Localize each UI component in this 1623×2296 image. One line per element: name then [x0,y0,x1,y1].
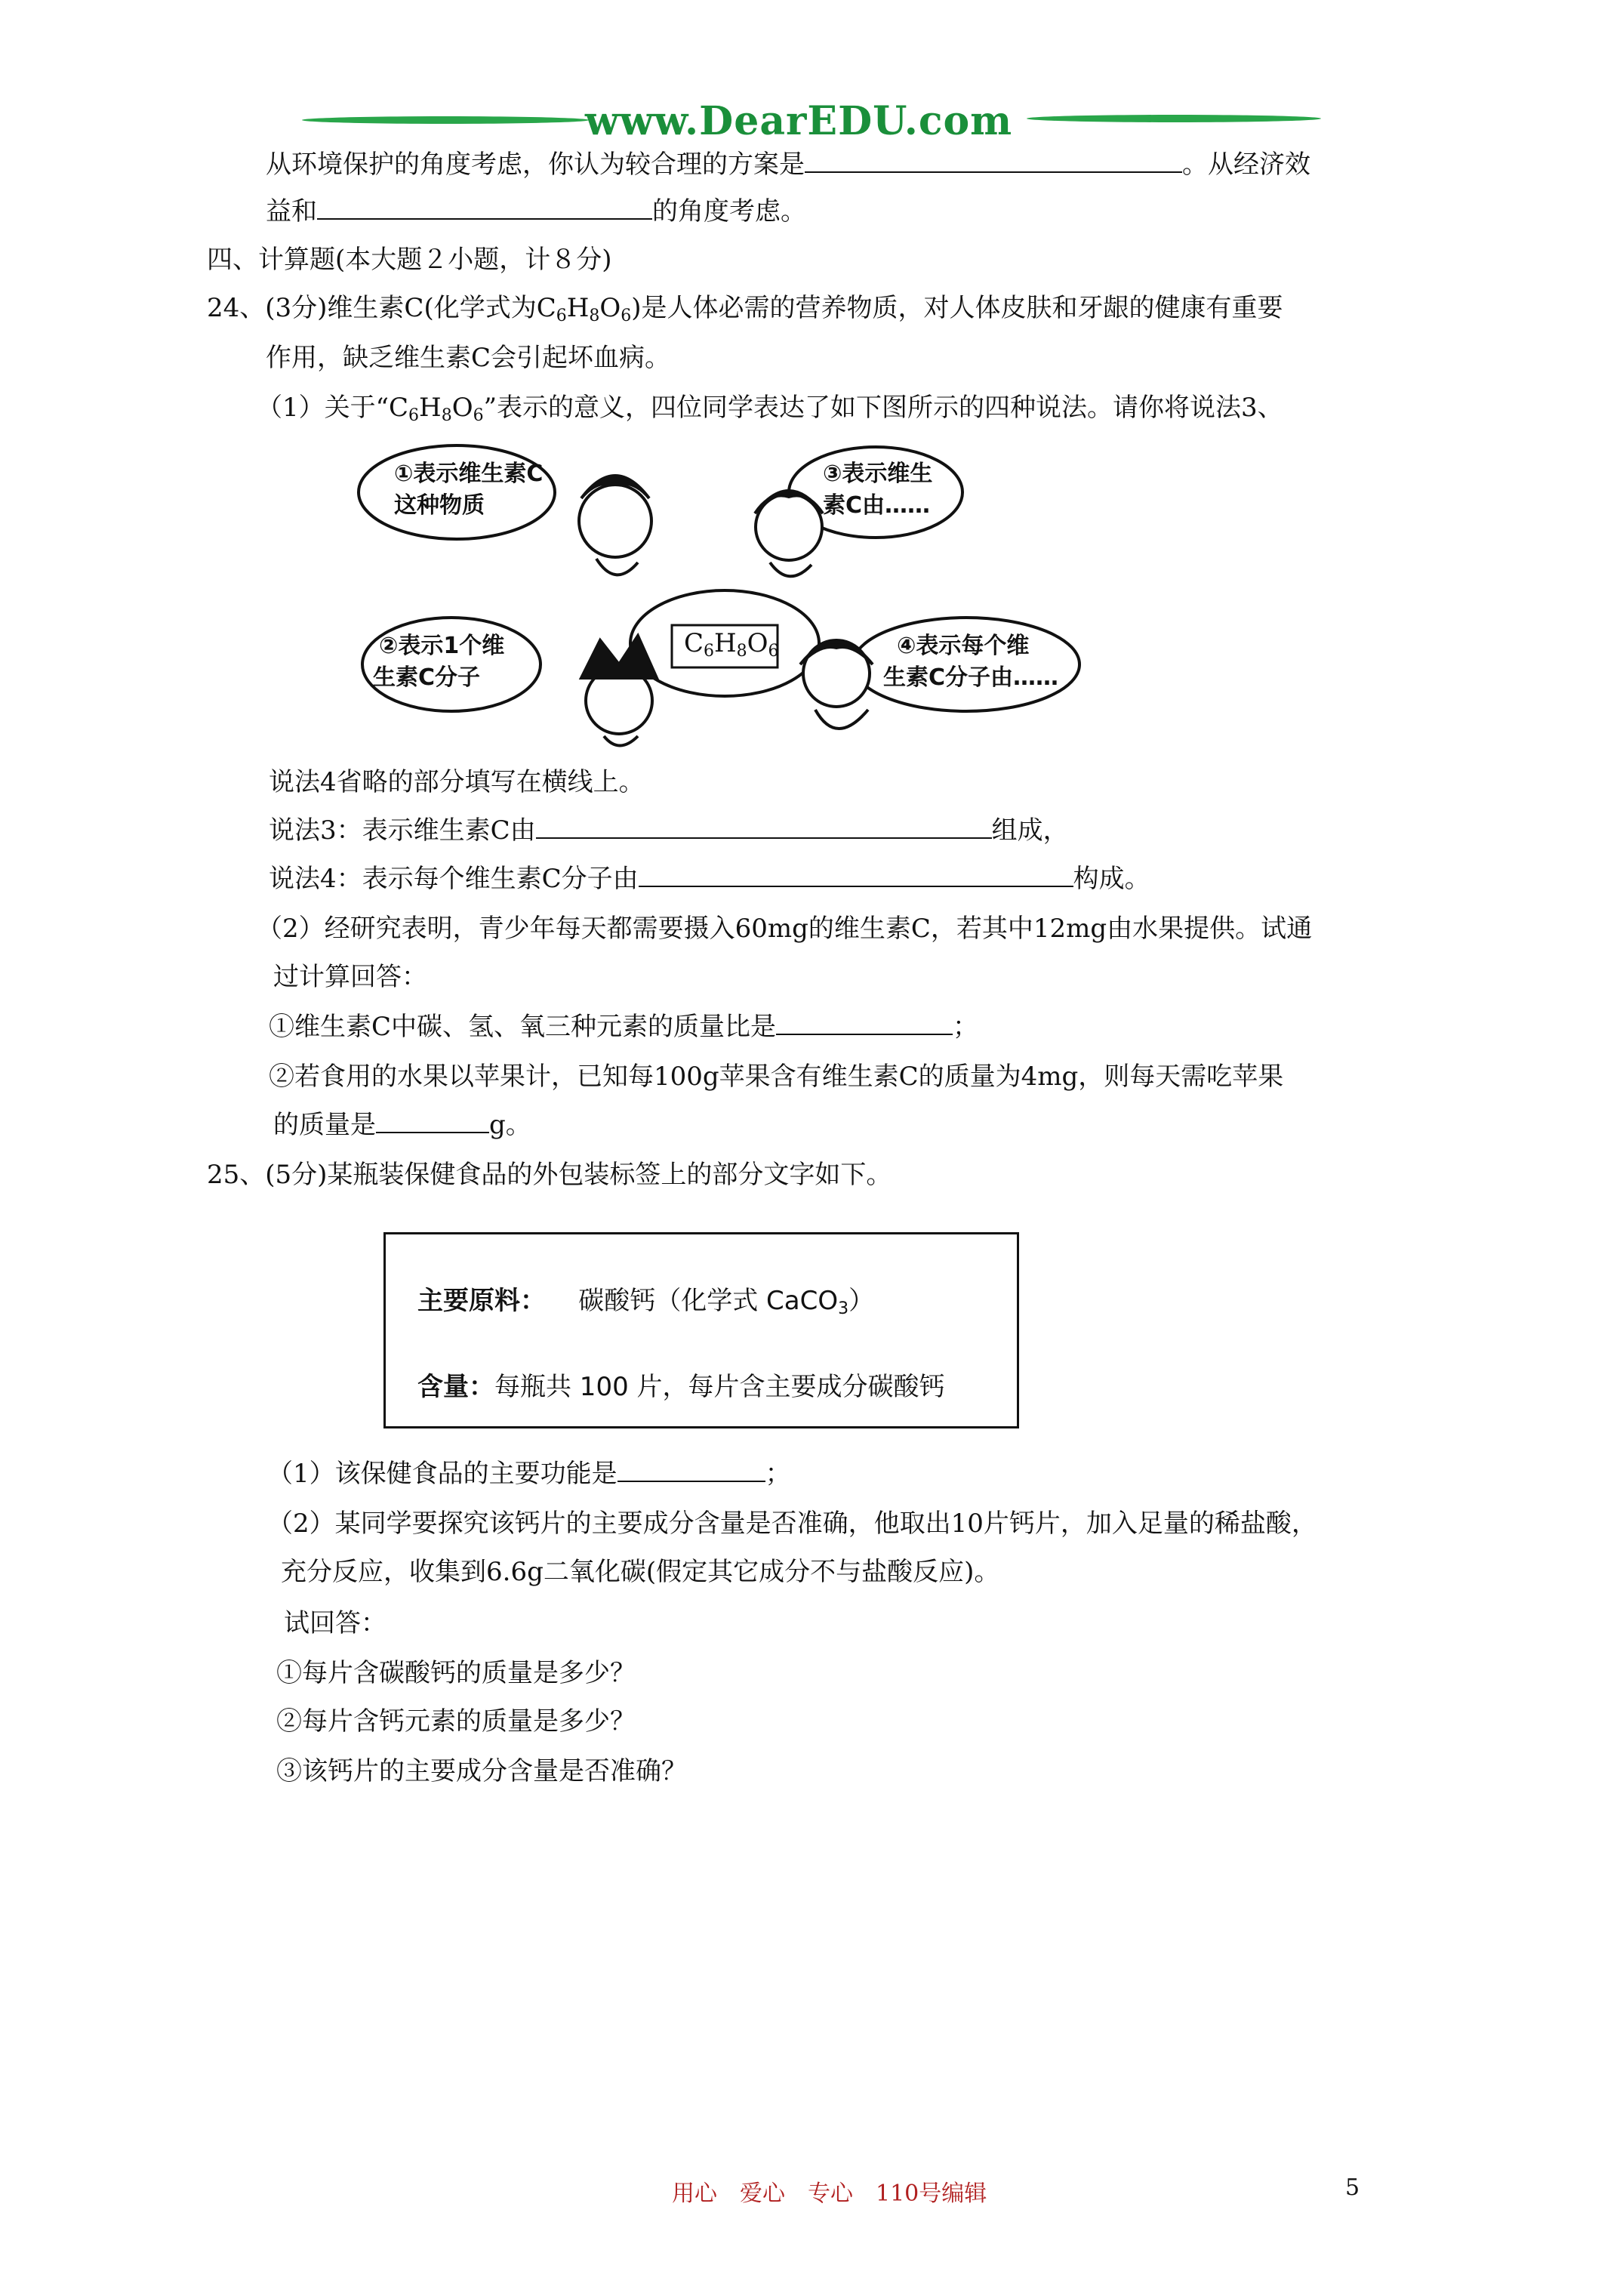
site-logo [302,97,1321,142]
answer-blank [317,196,652,220]
text-line: 说法4省略的部分填写在横线上。 [269,767,645,797]
page-number: 5 [1345,2174,1360,2201]
sub-question: ③该钙片的主要成分含量是否准确？ [276,1756,687,1786]
statement-3: 说法3：表示维生素C由 组成， [269,815,1069,846]
question-24-2: （2）经研究表明，青少年每天都需要摄入60mg的维生素C，若其中12mg由水果提供。试通 [257,914,1313,944]
footer-text: 用心 爱心 专心 110号编辑 [672,2180,987,2207]
answer-blank [639,863,1073,887]
text-line: 试回答： [284,1608,387,1638]
bubble-3-line2: 素C由…… [823,492,931,519]
question-25-2: （2）某同学要探究该钙片的主要成分含量是否准确，他取出10片钙片，加入足量的稀盐酸， [267,1509,1317,1539]
question-24-1: （1）关于“$C_6H_8O_6$”表示的意义，四位同学表达了如下图所示的四种说法。请你将说法3、 [257,393,1283,425]
product-label-box [383,1232,1019,1428]
text-line: 作用，缺乏维生素C会引起坏血病。 [266,343,671,373]
label-row-content: 含量：每瓶共 100 片，每片含主要成分碳酸钙 [417,1372,945,1402]
bubble-1-line2: 这种物质 [394,492,485,519]
text-line: 的质量是 g。 [273,1110,531,1140]
logo-text: www.DearEDU.com [585,98,1013,144]
question-24-2-a: ①维生素C中碳、氢、氧三种元素的质量比是 ； [269,1012,979,1042]
label-row-ingredient: 主要原料： 碳酸钙（化学式 CaCO$_3$） [417,1286,875,1318]
bubble-3-line1: ③表示维生 [823,461,933,487]
text-line: 从环境保护的角度考虑，你认为较合理的方案是 。从经济效 [266,149,1310,180]
sub-question: ①每片含碳酸钙的质量是多少？ [276,1658,636,1688]
question-24-2-b: ②若食用的水果以苹果计，已知每100g苹果含有维生素C的质量为4mg，则每天需吃苹果 [269,1062,1284,1092]
answer-blank [617,1458,765,1482]
question-25: 25、(5分)某瓶装保健食品的外包装标签上的部分文字如下。 [207,1160,892,1190]
text-line: 过计算回答： [273,962,427,992]
bubble-1-line1: ①表示维生素C [394,461,544,487]
bubble-4-line2: 生素C分子由…… [883,664,1059,691]
sub-question: ②每片含钙元素的质量是多少？ [276,1706,636,1737]
question-24: 24、(3分)维生素C(化学式为$C_6H_8O_6$)是人体必需的营养物质，对人体皮肤和牙龈的健康有重要 [207,293,1283,325]
logo-swoosh-right [1027,115,1321,122]
text-line: 益和 的角度考虑。 [266,196,806,227]
bubble-2-line2: 生素C分子 [373,664,481,691]
answer-blank [776,1011,953,1035]
answer-blank [536,815,992,839]
bubble-4-line1: ④表示每个维 [897,633,1030,659]
logo-swoosh-left [302,116,589,124]
statement-4: 说法4：表示每个维生素C分子由 构成。 [269,864,1150,894]
section-heading: 四、计算题(本大题２小题，计８分) [207,245,612,275]
answer-blank [805,149,1182,173]
answer-blank [376,1109,489,1133]
bubble-2-line1: ②表示1个维 [379,633,505,659]
question-25-1: （1）该保健食品的主要功能是 ； [267,1459,791,1489]
center-formula: $C_6H_8O_6$ [684,628,779,661]
text-line: 充分反应，收集到6.6g二氧化碳(假定其它成分不与盐酸反应)。 [281,1557,1000,1587]
